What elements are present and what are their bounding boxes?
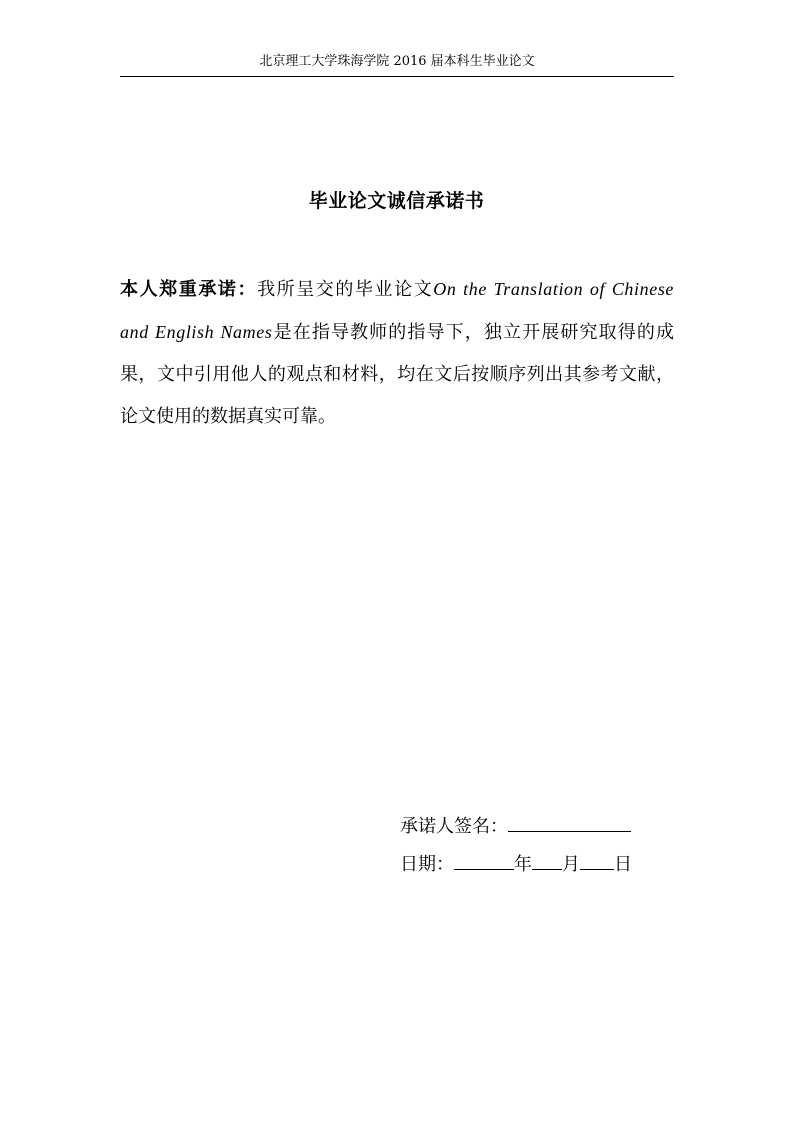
- statement-lead: 本人郑重承诺：: [120, 279, 258, 300]
- signer-label: 承诺人签名：: [400, 816, 508, 837]
- page-header: [120, 54, 674, 77]
- year-blank-line: [454, 849, 514, 870]
- month-label: 月: [562, 854, 580, 875]
- pledge-statement: [120, 268, 674, 438]
- document-title: 毕业论文诚信承诺书: [308, 190, 485, 212]
- signer-blank-line: [508, 811, 631, 832]
- statement-part-2: 是在指导教师的指导下，独立开展研究取得的成果，文中引用他人的观点和材料，均在文后按顺序列出其参考文献，论文使用的数据真实可靠。: [120, 322, 675, 427]
- signer-row: [400, 808, 660, 846]
- statement-part-1: 我所呈交的毕业论文: [257, 279, 434, 300]
- date-row: [400, 846, 660, 884]
- date-label: 日期：: [400, 854, 454, 875]
- year-label: 年: [514, 854, 532, 875]
- day-label: 日: [614, 854, 632, 875]
- day-blank-line: [580, 849, 614, 870]
- signature-block: [400, 808, 660, 884]
- month-blank-line: [532, 849, 562, 870]
- thesis-title: On the Translation of Chinese and English Names: [120, 279, 675, 342]
- header-text: 北京理工大学珠海学院 2016 届本科生毕业论文: [259, 54, 535, 69]
